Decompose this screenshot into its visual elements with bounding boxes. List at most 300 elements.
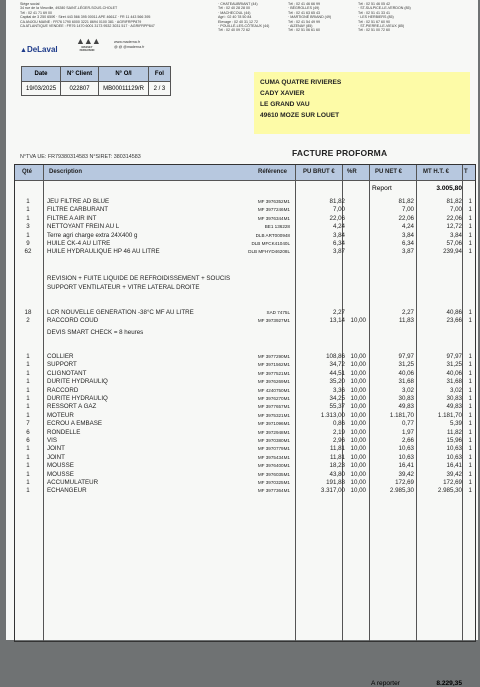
table-row xyxy=(15,240,475,248)
table-row xyxy=(15,387,475,395)
cell-qty: 1 xyxy=(26,369,30,377)
cell-discount: 10,00 xyxy=(350,411,366,419)
cell-description: HUILE HYDRAULIQUE HP 46 AU LITRE xyxy=(47,248,160,256)
col-qte: Qté xyxy=(22,169,33,175)
cell-unit-price-net: 2,66 xyxy=(401,437,414,444)
table-row xyxy=(15,361,475,369)
address-line: 49610 MOZE SUR LOUET xyxy=(260,112,340,119)
cell-tax-code: 1 xyxy=(468,445,472,453)
header-line: · ST-SULPICE-LE-VERDON (85) xyxy=(358,6,411,11)
cell-tax-code: 1 xyxy=(468,428,472,436)
header-line: · AIZENAY (85) xyxy=(288,24,313,29)
cell-line-total: 31,68 xyxy=(446,378,462,386)
cell-description: JEU FILTRE AD BLUE xyxy=(47,198,110,205)
repair-note-1: REVISION + FUITE LIQUIDE DE REFROIDISSEMENT + SOUCIS xyxy=(47,275,231,282)
header-line: Capital de 3 250 650€ · Siret 443 566 395 00011 APE 4661Z · FR 11 443 566 395 xyxy=(20,15,151,20)
cell-unit-price-gross: 6,34 xyxy=(332,240,345,247)
header-line: CA ATLANTIQUE VENDEE : FR76 1470 6001 3173 9532 3031 517 · AGRIFRPP847 xyxy=(20,24,155,29)
cell-line-total: 81,82 xyxy=(446,198,462,205)
cell-discount: 10,00 xyxy=(350,420,366,428)
cell-qty: 1 xyxy=(26,453,30,461)
col-remise: %R xyxy=(347,169,357,175)
table-row xyxy=(15,403,475,411)
cell-line-total: 11,82 xyxy=(446,428,462,436)
header-line: · ST-PIERRE-LE-VIEUX (85) xyxy=(358,24,405,29)
cell-discount: 10,00 xyxy=(350,378,366,386)
col-mt-ht: MT H.T. € xyxy=(423,169,450,175)
address-line: LE GRAND VAU xyxy=(260,101,310,108)
cell-unit-price-gross: 18,23 xyxy=(329,462,345,470)
cell-description: FILTRE CARBURANT xyxy=(47,206,109,214)
cell-reference: DLB MFCK41040L xyxy=(251,241,290,246)
cell-qty: 1 xyxy=(26,395,30,402)
cell-description: NETTOYANT FREIN AU L xyxy=(47,223,120,231)
cell-discount: 10,00 xyxy=(350,487,366,495)
cell-tax-code: 1 xyxy=(468,317,472,325)
cell-tax-code: 1 xyxy=(468,395,472,402)
cell-unit-price-net: 6,34 xyxy=(401,240,414,247)
table-row xyxy=(15,462,475,470)
cell-description: ECHANGEUR xyxy=(47,487,87,495)
cell-line-total: 49,83 xyxy=(446,403,462,411)
header-line: Elevage : 02 40 31 12 72 xyxy=(218,19,258,24)
header-order-number: N° O/I xyxy=(99,67,149,82)
mf-logo-text: MASSEY FERGUSON xyxy=(79,46,95,52)
cell-description: RACCORD COUD xyxy=(47,317,99,325)
cell-unit-price-gross: 81,82 xyxy=(329,198,345,205)
cell-description: SUPPORT xyxy=(47,361,77,369)
cell-description: MOUSSE xyxy=(47,470,74,478)
cell-discount: 10,00 xyxy=(350,445,366,453)
cell-tax-code: 1 xyxy=(468,198,472,205)
cell-reference: MF 3976400M1 xyxy=(257,463,290,469)
header-line: · CHATEAUBRIANT (44) xyxy=(218,2,258,6)
table-row xyxy=(15,317,475,325)
cell-reference: MF 4240750M1 xyxy=(257,387,290,393)
table-row xyxy=(15,223,475,231)
header-line: Tél : 02 51 06 61 60 xyxy=(288,28,320,33)
cell-line-total: 39,42 xyxy=(446,470,462,478)
cell-description: JOINT xyxy=(47,453,65,461)
table-row xyxy=(15,429,475,437)
cell-tax-code: 1 xyxy=(468,309,472,316)
customer-address xyxy=(254,72,470,134)
cell-unit-price-net: 30,83 xyxy=(398,395,414,402)
cell-unit-price-gross: 1.313,00 xyxy=(320,411,345,419)
company-header-right xyxy=(288,2,331,33)
cell-qty: 1 xyxy=(26,479,30,486)
table-row xyxy=(15,370,475,378)
cell-description: Terre agri charge extra 24X400 g xyxy=(47,231,138,239)
cell-unit-price-gross: 22,06 xyxy=(329,214,345,222)
cell-tax-code: 1 xyxy=(468,231,472,239)
cell-description: JOINT xyxy=(47,445,65,453)
cell-discount: 10,00 xyxy=(350,479,366,486)
cell-description: VIS xyxy=(47,437,57,444)
cell-tax-code: 1 xyxy=(468,411,472,419)
cell-reference: DLB MFHYD46208L xyxy=(248,249,290,255)
cell-line-total: 7,00 xyxy=(449,206,462,214)
cell-unit-price-net: 31,68 xyxy=(398,378,414,386)
col-reference: Référence xyxy=(258,169,288,175)
col-description: Description xyxy=(49,169,83,175)
cell-tax-code: 1 xyxy=(468,206,472,214)
cell-reference: BE1 136228 xyxy=(264,224,290,230)
company-header-mid xyxy=(218,2,269,33)
cell-unit-price-net: 2.985,30 xyxy=(389,487,414,495)
header-line: Tél : 02 41 54 49 99 xyxy=(288,19,320,24)
cell-unit-price-gross: 13,14 xyxy=(329,317,345,325)
report-value: 3.005,80 xyxy=(436,185,462,192)
social-handles: @ @ @maderna.fr xyxy=(114,44,145,49)
cell-discount: 10,00 xyxy=(350,395,366,402)
header-line: Tél : 02 51 46 05 42 xyxy=(358,2,390,6)
cell-unit-price-gross: 43,80 xyxy=(329,470,345,478)
cell-unit-price-gross: 3,87 xyxy=(332,248,345,256)
cell-line-total: 10,63 xyxy=(446,445,462,453)
cell-tax-code: 1 xyxy=(468,214,472,222)
header-client-number: N° Client xyxy=(61,67,99,82)
cell-unit-price-gross: 34,25 xyxy=(329,395,345,402)
header-line: Tél : 02 40 09 72 62 xyxy=(218,28,250,33)
cell-tax-code: 1 xyxy=(468,223,472,231)
header-folio: Fol xyxy=(148,67,170,82)
cell-unit-price-net: 10,63 xyxy=(398,453,414,461)
cell-reference: MF 3977246M1 xyxy=(257,207,290,213)
address-line: CUMA QUATRE RIVIERES xyxy=(260,79,342,86)
header-line: CA ANJOU MAINE : FR76 1790 6000 3221 8694 0100 381 · AGRIFRPP879 xyxy=(20,19,142,24)
smart-check-note: DEVIS SMART CHECK = 8 heures xyxy=(47,329,144,336)
cell-tax-code: 1 xyxy=(468,386,472,394)
table-row xyxy=(15,471,475,479)
cell-unit-price-gross: 2,19 xyxy=(332,428,345,436)
order-number: MB00011129/R xyxy=(99,82,149,96)
cell-discount: 10,00 xyxy=(350,453,366,461)
table-row xyxy=(15,215,475,223)
cell-unit-price-gross: 191,88 xyxy=(326,479,345,486)
invoice-date: 19/03/2025 xyxy=(22,82,61,96)
cell-unit-price-net: 3,02 xyxy=(401,386,414,394)
cell-qty: 1 xyxy=(26,378,30,386)
table-row xyxy=(15,232,475,240)
cell-line-total: 31,25 xyxy=(446,361,462,369)
table-row xyxy=(15,378,475,386)
cell-tax-code: 1 xyxy=(468,248,472,256)
table-row xyxy=(15,437,475,445)
cell-qty: 6 xyxy=(26,428,30,436)
cell-qty: 1 xyxy=(26,206,30,214)
cell-reference: SAD 7475L xyxy=(266,310,290,315)
cell-unit-price-gross: 2,27 xyxy=(332,309,345,316)
cell-description: DURITE HYDRAULIQ xyxy=(47,395,108,402)
cell-unit-price-net: 7,00 xyxy=(401,206,414,214)
cell-unit-price-net: 172,69 xyxy=(395,479,414,486)
header-line: Agri : 02 40 78 50 84 xyxy=(218,15,252,20)
table-row xyxy=(15,479,475,487)
cell-unit-price-gross: 11,81 xyxy=(329,453,345,461)
cell-line-total: 40,06 xyxy=(446,369,462,377)
cell-qty: 1 xyxy=(26,231,30,239)
cell-discount: 10,00 xyxy=(350,317,366,325)
cell-unit-price-gross: 3.317,00 xyxy=(320,487,345,495)
cell-qty: 1 xyxy=(26,198,30,205)
invoice-sheet xyxy=(6,0,478,687)
cell-reference: MF 3973927M1 xyxy=(257,318,290,324)
company-header-left xyxy=(20,2,155,28)
cell-unit-price-net: 16,41 xyxy=(398,462,414,470)
cell-description: CLIGNOTANT xyxy=(47,369,87,377)
deleval-logo xyxy=(20,45,58,54)
cell-description: RESSORT A GAZ xyxy=(47,403,97,411)
cell-discount: 10,00 xyxy=(350,403,366,411)
web-links xyxy=(114,40,144,49)
cell-line-total: 239,94 xyxy=(443,248,462,256)
cell-description: MOTEUR xyxy=(47,411,74,419)
company-header-far-right xyxy=(358,2,411,33)
a-reporter-value: 8.229,35 xyxy=(436,680,462,687)
cell-reference: MF 3977521M1 xyxy=(257,370,290,376)
cell-unit-price-net: 0,77 xyxy=(401,420,414,428)
cell-discount: 10,00 xyxy=(350,470,366,478)
cell-reference: DLB ART000948 xyxy=(255,232,290,238)
cell-discount: 10,00 xyxy=(350,437,366,444)
cell-tax-code: 1 xyxy=(468,378,472,386)
header-line: Tél : 02 41 63 65 43 xyxy=(288,10,320,15)
cell-unit-price-net: 1,97 xyxy=(401,428,414,436)
cell-line-total: 1.181,70 xyxy=(437,411,462,419)
cell-reference: MF 3972948M1 xyxy=(257,429,290,435)
address-line: CADY XAVIER xyxy=(260,90,305,97)
cell-unit-price-gross: 2,96 xyxy=(332,437,345,444)
header-line: Tél : 02 41 46 66 99 xyxy=(288,2,320,6)
cell-tax-code: 1 xyxy=(468,361,472,369)
cell-unit-price-net: 2,27 xyxy=(401,309,414,316)
table-row xyxy=(15,206,475,214)
cell-qty: 1 xyxy=(26,462,30,470)
cell-tax-code: 1 xyxy=(468,479,472,486)
cell-line-total: 97,97 xyxy=(446,353,462,360)
cell-unit-price-net: 3,87 xyxy=(401,248,414,256)
cell-qty: 1 xyxy=(26,403,30,411)
cell-qty: 1 xyxy=(26,487,30,495)
cell-reference: MF 3977364M1 xyxy=(257,488,290,494)
cell-description: COLLIER xyxy=(47,353,74,360)
cell-line-total: 3,84 xyxy=(449,231,462,239)
table-header-row xyxy=(15,165,475,181)
cell-reference: MF 3976344M1 xyxy=(257,215,290,221)
vat-siret-line: N°TVA UE: FR79380314583 N°SIRET: 380314583 xyxy=(20,154,141,160)
cell-unit-price-net: 3,84 xyxy=(401,231,414,239)
cell-tax-code: 1 xyxy=(468,487,472,495)
cell-reference: MF 3975434M1 xyxy=(257,454,290,460)
col-t: T xyxy=(464,169,468,175)
cell-qty: 2 xyxy=(26,317,30,325)
cell-line-total: 172,69 xyxy=(443,479,462,486)
cell-tax-code: 1 xyxy=(468,462,472,470)
cell-description: FILTRE A AIR INT xyxy=(47,214,97,222)
cell-qty: 18 xyxy=(24,309,32,316)
cell-discount: 10,00 xyxy=(350,361,366,369)
cell-description: ECROU A EMBASE xyxy=(47,420,103,428)
table-row xyxy=(15,445,475,453)
cell-qty: 7 xyxy=(26,420,30,428)
header-date: Date xyxy=(22,67,61,82)
cell-reference: MF 3976270M1 xyxy=(257,396,290,401)
deleval-triangle-icon: ▲ xyxy=(20,47,27,54)
cell-reference: MF 3971562M1 xyxy=(257,362,290,368)
cell-reference: MF 3975321M1 xyxy=(257,412,290,418)
cell-qty: 1 xyxy=(26,445,30,453)
cell-qty: 1 xyxy=(26,361,30,369)
cell-qty: 1 xyxy=(26,411,30,419)
cell-line-total: 15,96 xyxy=(446,437,462,444)
cell-unit-price-net: 97,97 xyxy=(398,353,414,360)
table-row xyxy=(15,198,475,206)
invoice-info-table xyxy=(21,66,171,96)
cell-reference: MF 3970380M1 xyxy=(257,438,290,443)
client-number: 022807 xyxy=(61,82,99,96)
table-row xyxy=(15,395,475,403)
cell-line-total: 22,06 xyxy=(446,214,462,222)
cell-tax-code: 1 xyxy=(468,470,472,478)
cell-tax-code: 1 xyxy=(468,403,472,411)
header-line: Tél : 02 51 67 60 90 xyxy=(358,19,390,24)
cell-unit-price-net: 4,24 xyxy=(401,223,414,231)
folio: 2 / 3 xyxy=(148,82,170,96)
cell-description: LCR NOUVELLE GENERATION -38°C MF AU LITRE xyxy=(47,309,194,316)
cell-qty: 1 xyxy=(26,214,30,222)
document-title: FACTURE PROFORMA xyxy=(292,148,388,158)
header-line: 34 rue de la Vieuville, 49280 SAINT-LÉGER-SOUS-CHOLET xyxy=(20,6,118,11)
cell-reference: MF 3977290M1 xyxy=(257,354,290,359)
cell-reference: MF 3976352M1 xyxy=(257,199,290,204)
cell-unit-price-gross: 35,20 xyxy=(329,378,345,386)
header-line: Tél : 02 51 41 33 41 xyxy=(358,10,390,15)
cell-discount: 10,00 xyxy=(350,428,366,436)
cell-line-total: 16,41 xyxy=(446,462,462,470)
cell-discount: 10,00 xyxy=(350,369,366,377)
table-row xyxy=(15,309,475,317)
cell-tax-code: 1 xyxy=(468,369,472,377)
cell-reference: MF 3970325M1 xyxy=(257,480,290,485)
line-items-table xyxy=(14,164,476,687)
cell-unit-price-net: 49,83 xyxy=(398,403,414,411)
cell-tax-code: 1 xyxy=(468,420,472,428)
cell-unit-price-gross: 11,81 xyxy=(329,445,345,453)
header-line: Tél : 02 51 00 72 60 xyxy=(358,28,390,33)
cell-tax-code: 1 xyxy=(468,240,472,247)
deleval-logo-text: DeLaval xyxy=(26,45,58,54)
cell-line-total: 57,06 xyxy=(446,240,462,247)
cell-reference: MF 3971096M1 xyxy=(257,421,290,427)
cell-description: RONDELLE xyxy=(47,428,81,436)
cell-unit-price-gross: 108,86 xyxy=(326,353,345,360)
cell-unit-price-net: 11,83 xyxy=(398,317,414,325)
cell-unit-price-net: 39,42 xyxy=(398,470,414,478)
table-row xyxy=(15,248,475,256)
cell-unit-price-gross: 3,36 xyxy=(332,386,345,394)
cell-unit-price-net: 81,82 xyxy=(398,198,414,205)
cell-qty: 6 xyxy=(26,437,30,444)
col-pu-net: PU NET € xyxy=(375,169,403,175)
cell-unit-price-gross: 4,24 xyxy=(332,223,345,231)
cell-description: DURITE HYDRAULIQ xyxy=(47,378,108,386)
cell-unit-price-gross: 44,51 xyxy=(329,369,345,377)
header-line: · BÉGROLLES (49) xyxy=(288,6,320,11)
massey-ferguson-logo xyxy=(76,36,98,52)
cell-qty: 9 xyxy=(26,240,30,247)
cell-line-total: 23,66 xyxy=(446,317,462,325)
report-label: Report xyxy=(372,185,392,192)
cell-qty: 62 xyxy=(24,248,32,256)
a-reporter-label: A reporter xyxy=(371,680,400,687)
cell-reference: MF 3970779M1 xyxy=(257,446,290,452)
header-line: Tél : 02 41 71 69 00 xyxy=(20,10,52,15)
header-line: Tél : 02 40 28 28 00 xyxy=(218,6,250,11)
cell-line-total: 3,02 xyxy=(449,386,462,394)
table-row xyxy=(15,420,475,428)
cell-line-total: 30,83 xyxy=(446,395,462,402)
header-line: · MARTIGNÉ BRIAND (49) xyxy=(288,15,332,20)
cell-unit-price-net: 10,63 xyxy=(398,445,414,453)
table-row xyxy=(15,412,475,420)
cell-tax-code: 1 xyxy=(468,353,472,360)
cell-unit-price-gross: 3,84 xyxy=(332,231,345,239)
cell-unit-price-net: 1.181,70 xyxy=(389,411,414,419)
cell-description: RACCORD xyxy=(47,386,79,394)
cell-unit-price-gross: 34,72 xyxy=(329,361,345,369)
cell-line-total: 40,86 xyxy=(446,309,462,316)
cell-description: HUILE CK-4 AU LITRE xyxy=(47,240,111,247)
cell-description: MOUSSE xyxy=(47,462,74,470)
cell-line-total: 2.985,30 xyxy=(437,487,462,495)
cell-line-total: 5,39 xyxy=(449,420,462,428)
cell-reference: MF 3976269M1 xyxy=(257,379,290,385)
web-url: www.maderna.fr xyxy=(114,40,140,44)
cell-discount: 10,00 xyxy=(350,386,366,394)
cell-qty: 1 xyxy=(26,470,30,478)
cell-tax-code: 1 xyxy=(468,453,472,461)
header-line: Siège social xyxy=(20,2,40,6)
cell-discount: 10,00 xyxy=(350,353,366,360)
cell-unit-price-gross: 0,86 xyxy=(332,420,345,428)
cell-qty: 1 xyxy=(26,353,30,360)
cell-qty: 1 xyxy=(26,386,30,394)
cell-unit-price-gross: 55,37 xyxy=(329,403,345,411)
table-row xyxy=(15,353,475,361)
repair-note-2: SUPPORT VENTILATEUR + VITRE LATERAL DROITE xyxy=(47,284,200,291)
header-line: · MACHECOUL (44) xyxy=(218,10,251,15)
col-pu-brut: PU BRUT € xyxy=(303,169,335,175)
cell-discount: 10,00 xyxy=(350,462,366,470)
header-line: · POUILLÉ-LES-CÔTEAUX (44) xyxy=(218,24,270,29)
cell-tax-code: 1 xyxy=(468,437,472,444)
cell-line-total: 12,72 xyxy=(446,223,462,231)
cell-description: ACCUMULATEUR xyxy=(47,479,99,486)
header-line: · LES HERBIERS (85) xyxy=(358,15,394,20)
cell-unit-price-net: 31,25 xyxy=(398,361,414,369)
cell-reference: MF 3976035M1 xyxy=(257,471,290,477)
table-row xyxy=(15,487,475,495)
cell-line-total: 10,63 xyxy=(446,453,462,461)
cell-unit-price-net: 22,06 xyxy=(398,214,414,222)
cell-qty: 3 xyxy=(26,223,30,231)
cell-reference: MF 3977657M1 xyxy=(257,404,290,410)
cell-unit-price-gross: 7,00 xyxy=(332,206,345,214)
table-row xyxy=(15,454,475,462)
cell-unit-price-net: 40,06 xyxy=(398,369,414,377)
mf-triple-triangle-icon: ▲▲▲ xyxy=(76,36,100,46)
